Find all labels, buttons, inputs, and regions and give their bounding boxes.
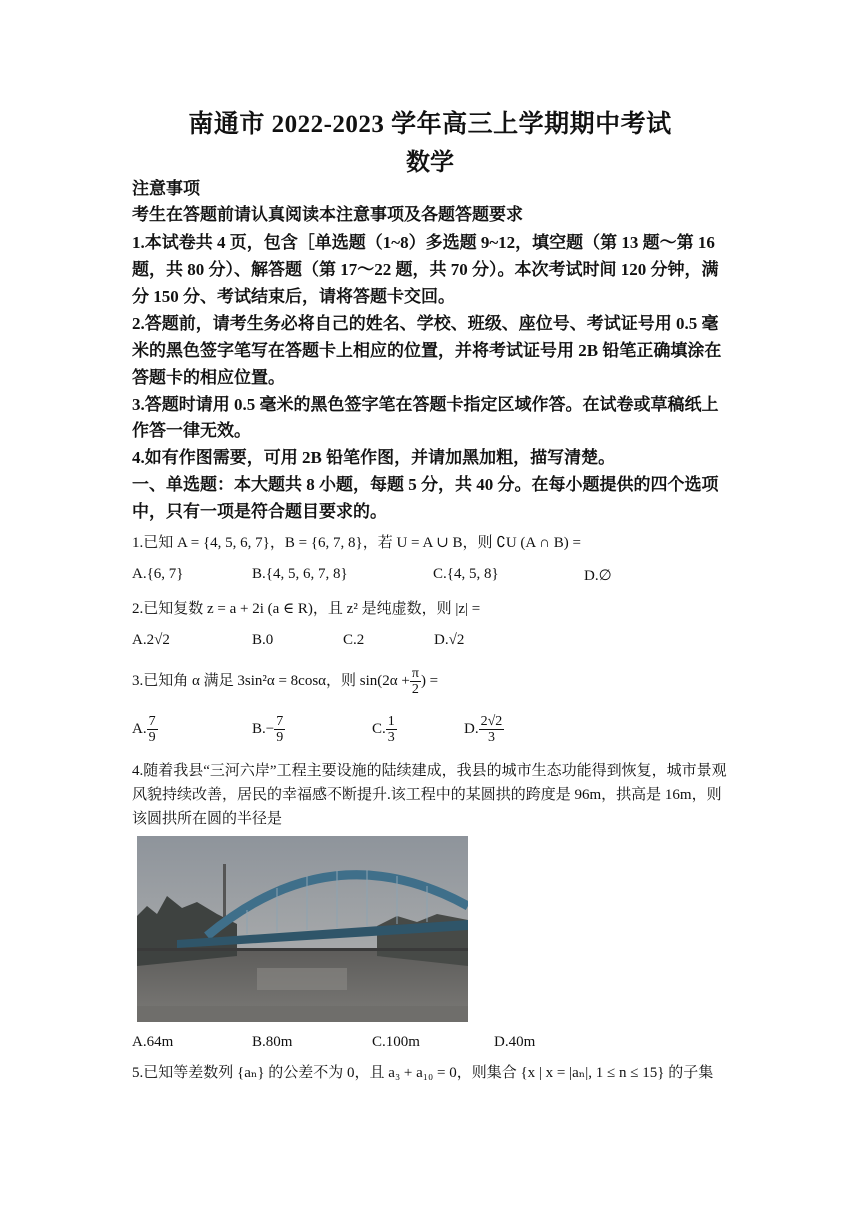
question-5-stem: 5.已知等差数列 {aₙ} 的公差不为 0，且 a₃ + a₁₀ = 0，则集合 {x | x = |aₙ|, 1 ≤ n ≤ 15} 的子集 — [132, 1065, 714, 1081]
fraction-denominator: 3 — [487, 730, 495, 745]
question-3-stem-right: ) = — [420, 673, 439, 689]
question-3-fraction — [410, 666, 421, 697]
notice-line: 4.如有作图需要，可用 2B 铅笔作图，并请加黑加粗，描写清楚。 — [132, 448, 616, 467]
section-heading: 一、单选题：本大题共 8 小题，每题 5 分，共 40 分。在每小题提供的四个选项 — [132, 475, 719, 494]
question-4-line: 该圆拱所在圆的半径是 — [132, 811, 283, 827]
fraction-numerator: 1 — [387, 714, 395, 729]
question-4-option-b: B.80m — [252, 1034, 293, 1050]
question-2-option-d: D.√2 — [434, 632, 465, 648]
option-prefix: B.− — [252, 720, 275, 737]
fraction-denominator: 2 — [411, 682, 419, 698]
fraction-denominator: 3 — [387, 730, 395, 745]
bridge-photo — [137, 836, 468, 1022]
option-prefix: C. — [372, 720, 386, 737]
question-3-option-c — [372, 714, 397, 745]
option-fraction — [274, 714, 285, 745]
question-3-stem — [132, 664, 732, 698]
fraction-numerator: 2√2 — [480, 714, 503, 729]
notice-heading: 注意事项 — [132, 179, 200, 198]
notice-line: 作答一律无效。 — [132, 421, 251, 440]
question-2-option-b: B.0 — [252, 632, 274, 648]
question-3-stem-left: 3.已知角 α 满足 3sin²α = 8cosα，则 sin(2α + — [132, 673, 410, 689]
bridge-illustration — [137, 836, 468, 1022]
notice-subheading: 考生在答题前请认真阅读本注意事项及各题答题要求 — [132, 205, 523, 224]
question-3-option-a — [132, 714, 158, 745]
exam-subject: 数学 — [406, 150, 454, 176]
question-1-option-b: B.{4, 5, 6, 7, 8} — [252, 566, 348, 582]
notice-line: 3.答题时请用 0.5 毫米的黑色签字笔在答题卡指定区域作答。在试卷或草稿纸上 — [132, 395, 719, 414]
question-4-line: 风貌持续改善，居民的幸福感不断提升.该工程中的某圆拱的跨度是 96m，拱高是 16m，则 — [132, 787, 722, 803]
option-fraction — [386, 714, 397, 745]
question-1-option-d: D.∅ — [584, 568, 612, 584]
fraction-numerator: 7 — [276, 714, 284, 729]
tower — [223, 864, 226, 924]
question-4-option-c: C.100m — [372, 1034, 420, 1050]
section-heading: 中，只有一项是符合题目要求的。 — [132, 502, 387, 521]
option-fraction — [479, 714, 505, 745]
fraction-numerator: 7 — [148, 714, 156, 729]
question-2-option-a: A.2√2 — [132, 632, 170, 648]
option-prefix: A. — [132, 720, 147, 737]
question-2-option-c: C.2 — [343, 632, 365, 648]
question-2-stem: 2.已知复数 z = a + 2i (a ∈ R)，且 z² 是纯虚数，则 |z| = — [132, 601, 481, 617]
notice-line: 题，共 80 分）、解答题（第 17～22 题，共 70 分）。本次考试时间 120 分钟，满 — [132, 260, 719, 279]
option-prefix: D. — [464, 720, 479, 737]
notice-line: 分 150 分、考试结束后，请将答题卡交回。 — [132, 287, 455, 306]
question-4-option-a: A.64m — [132, 1034, 174, 1050]
question-4-line: 4.随着我县“三河六岸”工程主要设施的陆续建成，我县的城市生态功能得到恢复，城市景观 — [132, 763, 727, 779]
foreground — [137, 1006, 468, 1022]
notice-line: 答题卡的相应位置。 — [132, 368, 285, 387]
question-1-stem: 1.已知 A = {4, 5, 6, 7}，B = {6, 7, 8}，若 U = A ∪ B，则 ∁U (A ∩ B) = — [132, 535, 581, 551]
option-fraction — [147, 714, 158, 745]
question-4-option-d: D.40m — [494, 1034, 536, 1050]
reflection — [257, 968, 347, 990]
question-1-option-c: C.{4, 5, 8} — [433, 566, 499, 582]
question-1-option-a: A.{6, 7} — [132, 566, 184, 582]
fraction-numerator: π — [411, 666, 419, 682]
notice-line: 2.答题前，请考生务必将自己的姓名、学校、班级、座位号、考试证号用 0.5 毫 — [132, 314, 719, 333]
question-3-option-d — [464, 714, 504, 745]
riverbank — [137, 948, 468, 951]
fraction-denominator: 9 — [276, 730, 284, 745]
notice-line: 1.本试卷共 4 页，包含［单选题（1~8）多选题 9~12，填空题（第 13 题～第 16 — [132, 233, 715, 252]
notice-line: 米的黑色签字笔写在答题卡上相应的位置，并将考试证号用 2B 铅笔正确填涂在 — [132, 341, 722, 360]
fraction-denominator: 9 — [148, 730, 156, 745]
exam-title: 南通市 2022-2023 学年高三上学期期中考试 — [188, 111, 672, 138]
question-3-option-b — [252, 714, 285, 745]
